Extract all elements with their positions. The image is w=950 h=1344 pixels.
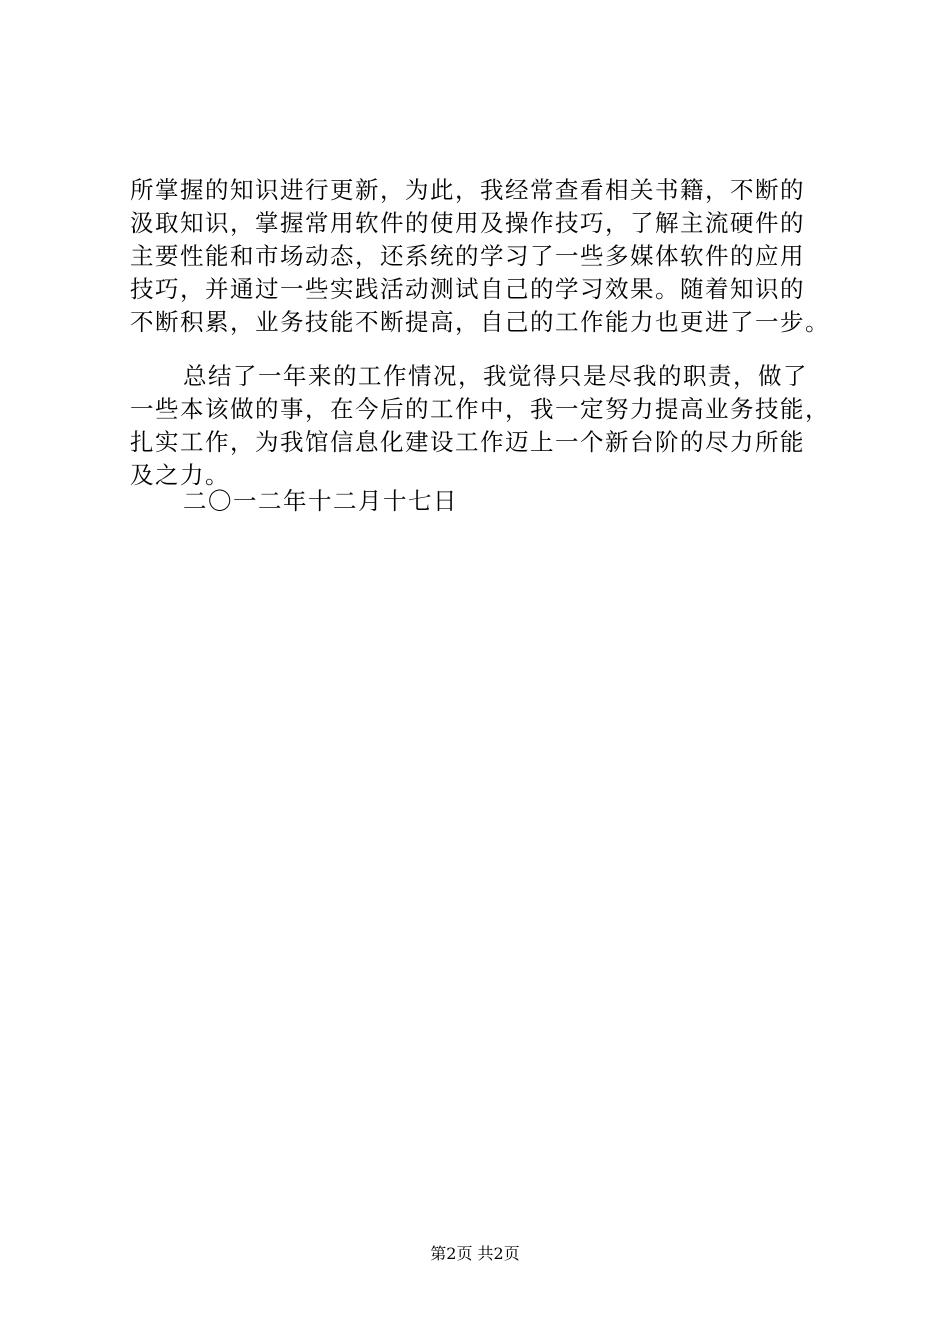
paragraph-2-line: 扎实工作，为我馆信息化建设工作迈上一个新台阶的尽力所能: [130, 428, 805, 456]
paragraph-1-line: 不断积累，业务技能不断提高，自己的工作能力也更进了一步。: [130, 308, 830, 336]
paragraph-1-line: 主要性能和市场动态，还系统的学习了一些多媒体软件的应用: [130, 242, 805, 270]
page-number-footer: 第2页 共2页: [430, 1244, 520, 1263]
paragraph-2-line: 一些本该做的事，在今后的工作中，我一定努力提高业务技能，: [130, 395, 830, 423]
paragraph-2-line: 及之力。: [130, 461, 230, 489]
paragraph-2-line: 总结了一年来的工作情况，我觉得只是尽我的职责，做了: [183, 362, 808, 390]
paragraph-1-line: 汲取知识，掌握常用软件的使用及操作技巧，了解主流硬件的: [130, 209, 805, 237]
document-date: 二〇一二年十二月十七日: [183, 487, 458, 515]
paragraph-1-line: 技巧，并通过一些实践活动测试自己的学习效果。随着知识的: [130, 275, 805, 303]
paragraph-1-line: 所掌握的知识进行更新，为此，我经常查看相关书籍，不断的: [130, 176, 805, 204]
